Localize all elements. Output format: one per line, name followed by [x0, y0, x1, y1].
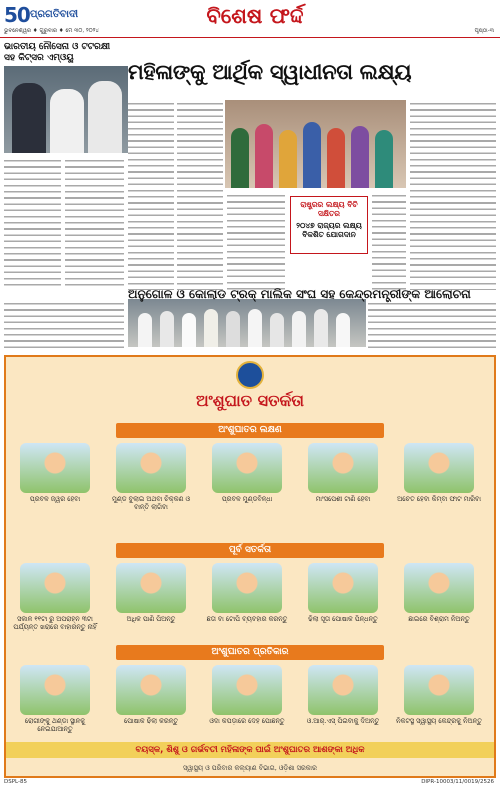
pull-quote-box [290, 196, 368, 254]
cramps-illustration-icon [308, 443, 378, 493]
article-column [177, 100, 223, 290]
ad-title: ଅଂଶୁଘାତ ସତର୍କତା [195, 391, 305, 410]
remedy-item: ଓ.ଆର୍.ଏସ୍ ପିଇବାକୁ ଦିଅନ୍ତୁ [298, 665, 388, 725]
precaution-item: ଅଧିକ ପାଣି ପିଅନ୍ତୁ [106, 563, 196, 623]
mid-headline: ଅନୁଗୋଳ ଓ କୋଲାଡ ଟ୍ରକ୍ ମାଲିକ ସଂଘ ସହ କେନ୍ଦ୍ରମନ୍ତ୍ରୀଙ୍କ ଆଲୋଚନା [128, 287, 471, 301]
remedy-item: ଓଦା କପଡ଼ାରେ ଦେହ ପୋଛନ୍ତୁ [202, 665, 292, 725]
heatstroke-advertisement [4, 355, 496, 778]
section-title: ବିଶେଷ ଫର୍ଦ୍ଦ [206, 4, 304, 28]
pull-quote-dark: ୨୦୪୭ ରାଜ୍ୟର ଲକ୍ଷ୍ୟ ବିକଶିତ ଯୋଗଦାନ [296, 221, 362, 239]
footer-code-right: DIPR-10003/11/0019/2526 [421, 779, 494, 785]
cotton-clothes-illustration-icon [308, 563, 378, 613]
pull-quote-red: ରାଷ୍ଟ୍ରର ଲକ୍ଷ୍ୟ ବିଚି ସକ୍ଷିତର [300, 200, 358, 218]
ambulance-illustration-icon [404, 665, 474, 715]
symptom-item: ପ୍ରବଳ ମୁଣ୍ଡବିନ୍ଧା [202, 443, 292, 503]
logo-name: ପ୍ରଗତିବାଦୀ [30, 9, 79, 20]
ministers-meeting-photo [128, 299, 366, 347]
article-column [227, 192, 285, 290]
page-number: ପୃଷ୍ଠା-୩ [474, 28, 494, 34]
precaution-item: ସକାଳ ୧୧ଟା ରୁ ଅପରାହ୍ନ ୩ଟା ପର୍ଯ୍ୟନ୍ତ ଖରାରେ ବାହାରନ୍ତୁ ନାହିଁ [10, 563, 100, 631]
article-column [372, 192, 406, 290]
drinking-water-illustration-icon [116, 563, 186, 613]
symptom-item: ପ୍ରବଳ ଜ୍ୱର ହେବା [10, 443, 100, 503]
loosen-clothes-illustration-icon [116, 665, 186, 715]
event-stage-photo [225, 100, 406, 188]
precaution-item: ଛାଇରେ ବିଶ୍ରାମ ନିଅନ୍ତୁ [394, 563, 484, 623]
article-column [128, 100, 174, 290]
dateline: ଭୁବନେଶ୍ୱର ♦ ଗୁରୁବାର ♦ ମେ ୩୦, ୨୦୨୪ [4, 28, 99, 34]
wet-cloth-illustration-icon [212, 665, 282, 715]
odisha-govt-seal-icon [236, 361, 264, 389]
article-column [4, 157, 61, 287]
newspaper-logo [4, 3, 124, 27]
footer-code-left: DSPL-85 [4, 779, 27, 785]
article-column [4, 300, 124, 350]
logo-number: 50 [4, 3, 30, 27]
symptom-item: ମାଂସପେଶୀ ଟାଣି ହେବା [298, 443, 388, 503]
article-column [410, 100, 496, 290]
remedy-item: ନିକଟସ୍ଥ ସ୍ୱାସ୍ଥ୍ୟ କେନ୍ଦ୍ରକୁ ନିଅନ୍ତୁ [394, 665, 484, 725]
article-column [368, 300, 496, 350]
ors-drink-illustration-icon [308, 665, 378, 715]
headache-illustration-icon [212, 443, 282, 493]
umbrella-illustration-icon [212, 563, 282, 613]
side-headline: ଭାରତୀୟ ନୌସେନା ଓ ଟଟରକ୍ଷୀ ସହ କିଟ୍ସର ଏମ୍ଓୟୁ [4, 42, 111, 63]
fainting-illustration-icon [404, 443, 474, 493]
remedy-item: ପୋଷାକ ଢିଲା କରନ୍ତୁ [106, 665, 196, 725]
shade-rest-illustration-icon [404, 563, 474, 613]
article-column [65, 157, 124, 287]
ad-warning-strip: ବୟସ୍କ, ଶିଶୁ ଓ ଗର୍ଭବତୀ ମହିଳାଙ୍କ ପାଇଁ ଅଂଶୁଘାତର ଆଶଙ୍କା ଅଧିକ [6, 742, 494, 758]
masthead [0, 0, 500, 38]
cool-place-illustration-icon [20, 665, 90, 715]
main-headline: ମହିଳାଙ୍କୁ ଆର୍ଥିକ ସ୍ୱାଧୀନତା ଲକ୍ଷ୍ୟ [128, 60, 412, 84]
ad-band-symptoms: ଅଂଶୁଘାତର ଲକ୍ଷଣ [116, 423, 384, 438]
precaution-item: ଛତା ବା ଟୋପି ବ୍ୟବହାର କରନ୍ତୁ [202, 563, 292, 623]
precaution-item: ଢିଲା ସୂତା ପୋଷାକ ପିନ୍ଧନ୍ତୁ [298, 563, 388, 623]
ad-band-remedies: ଅଂଶୁଘାତର ପ୍ରତିକାର [116, 645, 384, 660]
dizziness-illustration-icon [116, 443, 186, 493]
remedy-item: ରୋଗୀଙ୍କୁ ଥଣ୍ଡା ସ୍ଥାନକୁ ନେଇଯାଆନ୍ତୁ [10, 665, 100, 733]
fever-illustration-icon [20, 443, 90, 493]
mou-signing-photo [4, 66, 128, 153]
ad-credit: ସ୍ୱାସ୍ଥ୍ୟ ଓ ପରିବାର କଲ୍ୟାଣ ବିଭାଗ, ଓଡ଼ିଶା ସରକାର [183, 764, 317, 772]
symptom-item: ଅଚେତ ହେବା କିମ୍ବା ଫାଟ ମାରିବା [394, 443, 484, 503]
sun-clock-illustration-icon [20, 563, 90, 613]
ad-band-precautions: ପୂର୍ବ ସତର୍କତା [116, 543, 384, 558]
symptom-item: ମୁଣ୍ଡ ବୁଲାଇ ଅଥବା ଚିକ୍କଣ ଓ ବାନ୍ତି ଲାଗିବା [106, 443, 196, 511]
